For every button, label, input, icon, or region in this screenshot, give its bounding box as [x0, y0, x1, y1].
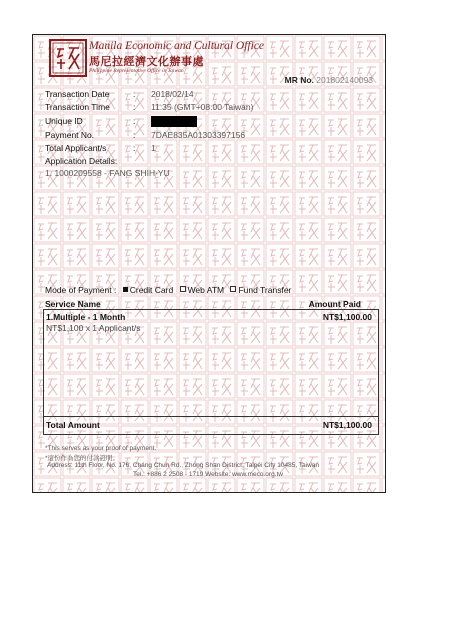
mode-of-payment-label: Mode of Payment — [45, 285, 112, 295]
checkbox-empty-icon — [180, 286, 186, 292]
detail-value: 2018/02/14 — [151, 89, 194, 99]
payment-option-fund-transfer: Fund Transfer — [238, 285, 292, 295]
colon: : — [133, 102, 136, 112]
payment-option-credit-card: Credit Card — [129, 285, 174, 295]
colon: : — [133, 143, 136, 153]
total-amount-label: Total Amount — [46, 420, 100, 430]
checkbox-empty-icon — [230, 286, 236, 292]
colon: : — [133, 116, 136, 126]
service-table-header — [45, 299, 373, 309]
service-item-amount: NT$1,100.00 — [322, 312, 372, 322]
colon: : — [133, 89, 136, 99]
org-name-chinese: 馬尼拉經濟文化辦事處 — [89, 55, 204, 68]
detail-value: 11:35 (GMT+08:00 Taiwan) — [151, 102, 254, 112]
detail-label: Unique ID — [45, 116, 83, 126]
service-item: 1.Multiple - 1 Month — [46, 312, 126, 322]
service-name-header: Service Name — [45, 299, 101, 309]
org-name-english: Manila Economic and Cultural Office — [89, 40, 265, 52]
proof-note-english: *This serves as your proof of payment. — [45, 445, 157, 452]
detail-label: Total Applicant/s — [45, 143, 107, 153]
office-address: Address: 11th Floor, No. 176, Chang Chun Rd., Zhong Shan District, Taipei City 10485, Taiwan — [47, 462, 320, 469]
payment-option-web-atm: Web ATM — [187, 285, 225, 295]
office-contact: Tel.: +886 2 2508 - 1719 Website: www.meco.org.tw — [133, 471, 284, 478]
proof-note-chinese: *這份作為您的付款證明。 — [45, 455, 120, 462]
application-line: 1. 1000209558 - FANG SHIH-YU — [45, 168, 170, 178]
mr-value: 201802140093 — [316, 75, 373, 85]
detail-label: Payment No. — [45, 130, 95, 140]
detail-label: Transaction Date — [45, 89, 110, 99]
checkbox-checked-icon — [123, 287, 128, 292]
mr-label: MR No. — [284, 75, 314, 85]
detail-label: Transaction Time — [45, 102, 110, 112]
receipt-frame — [32, 34, 386, 493]
divider — [44, 416, 378, 417]
amount-paid-header: Amount Paid — [308, 299, 361, 309]
service-item-detail: NT$1,100 x 1 Applicant/s — [46, 323, 141, 333]
service-table — [43, 309, 379, 435]
detail-value: 7DAE835A01303397156 — [151, 130, 246, 140]
mr-number — [285, 75, 373, 85]
colon: : — [133, 130, 136, 140]
application-details-label: Application Details: — [45, 156, 118, 166]
redacted-unique-id — [151, 116, 197, 127]
meco-seal-logo — [49, 39, 87, 77]
org-subtitle: Philippine Representative Office in Taiwan — [89, 68, 184, 74]
detail-value: 1 — [151, 143, 156, 153]
mode-of-payment: Mode of Payment : Credit Card Web ATM Fund Transfer — [45, 285, 292, 295]
total-amount-value: NT$1,100.00 — [322, 420, 372, 430]
